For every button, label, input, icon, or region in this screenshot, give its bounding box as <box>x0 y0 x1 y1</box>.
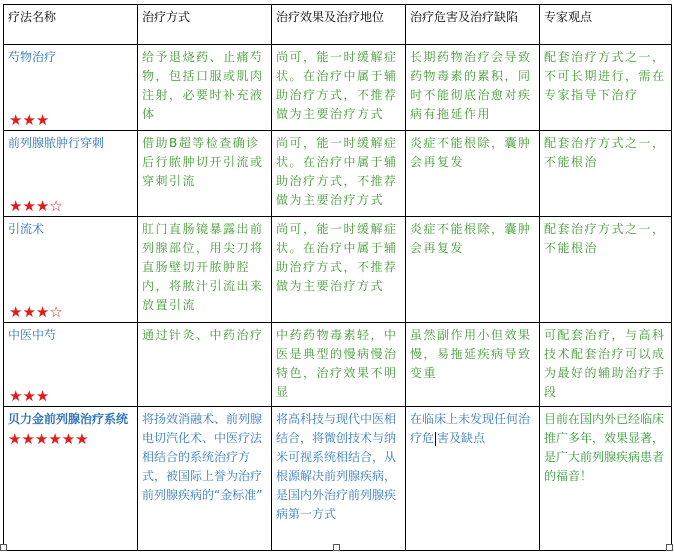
header-expert: 专家观点 <box>540 5 672 45</box>
method-cell: 通过针灸、中药治疗 <box>138 323 272 407</box>
rating-stars: ★★★☆ <box>9 197 63 215</box>
method-cell: 肛门直肠镜暴露出前列腺部位，用尖刀将直肠壁切开脓肿腔内，将脓汁引流出来放置引流 <box>138 217 272 323</box>
effect-cell: 尚可，能一时缓解症状。在治疗中属于辅助治疗方式，不推荐做为主要治疗方式 <box>272 131 406 217</box>
resize-handle-center[interactable] <box>333 544 340 551</box>
harm-cell: 炎症不能根除，囊肿会再复发 <box>406 131 540 217</box>
header-effect: 治疗效果及治疗地位 <box>272 5 406 45</box>
harm-cell: 长期药物治疗会导致药物毒素的累积，同时不能彻底治愈对疾病有拖延作用 <box>406 45 540 131</box>
expert-cell: 配套治疗方式之一，不能根治 <box>540 131 672 217</box>
therapy-name-cell <box>4 217 138 323</box>
rating-stars: ★★★ <box>9 111 50 129</box>
rating-stars: ★★★☆ <box>9 303 63 321</box>
harm-text-end: 害及缺点 <box>437 431 486 445</box>
table-row <box>4 131 672 217</box>
expert-cell: 目前在国内外已经临床推广多年，效果显著，是广大前列腺疾病患者的福音！ <box>540 407 672 551</box>
rating-stars: ★★★★★★ <box>8 430 89 448</box>
therapy-name-cell <box>4 45 138 131</box>
table-row <box>4 217 672 323</box>
harm-cell: 炎症不能根除，囊肿会再复发 <box>406 217 540 323</box>
method-cell: 将扬效消融术、前列腺电切汽化术、中医疗法相结合的系统治疗方式，被国际上誉为治疗前列腺疾病的“金标准” <box>138 407 272 551</box>
header-harm: 治疗危害及治疗缺陷 <box>406 5 540 45</box>
therapy-name: 贝力金前列腺治疗系统 <box>8 412 129 426</box>
harm-cell: 虽然副作用小但效果慢，易拖延疾病导致变重 <box>406 323 540 407</box>
text-cursor <box>435 432 436 446</box>
effect-cell: 尚可，能一时缓解症状。在治疗中属于辅助治疗方式，不推荐做为主要治疗方式 <box>272 45 406 131</box>
featured-row <box>4 407 672 551</box>
therapy-name-cell <box>4 407 138 551</box>
effect-cell: 中药药物毒素轻，中医是典型的慢病慢治特色，治疗效果不明显 <box>272 323 406 407</box>
expert-cell: 配套治疗方式之一，不能根治 <box>540 217 672 323</box>
resize-handle-left[interactable] <box>0 544 7 551</box>
table-row <box>4 45 672 131</box>
therapy-name-cell <box>4 323 138 407</box>
therapy-name: 前列腺脓肿行穿刺 <box>8 136 105 150</box>
expert-cell: 可配套治疗，与高科技术配套治疗可以成为最好的辅助治疗手段 <box>540 323 672 407</box>
harm-cell[interactable] <box>406 407 540 551</box>
resize-handle-right[interactable] <box>666 544 673 551</box>
therapy-name-cell <box>4 131 138 217</box>
therapy-name: 中医中芍 <box>8 328 57 342</box>
method-cell: 借助B超等检查确诊后行脓肿切开引流或穿刺引流 <box>138 131 272 217</box>
header-name: 疗法名称 <box>4 5 138 45</box>
harm-text-start: 在临床上未发现任何治疗危 <box>410 412 531 445</box>
rating-stars: ★★★ <box>9 387 50 405</box>
method-cell: 给予退烧药、止痛芍物，包括口服或肌肉注射，必要时补充液体 <box>138 45 272 131</box>
header-row <box>4 5 672 45</box>
effect-cell: 将高科技与现代中医相结合，将微创技术与纳米可视系统相结合，从根源解决前列腺疾病，是国内外治疗前列腺疾病第一方式 <box>272 407 406 551</box>
effect-cell: 尚可，能一时缓解症状。在治疗中属于辅助治疗方式，不推荐做为主要治疗方式 <box>272 217 406 323</box>
expert-cell: 配套治疗方式之一，不可长期进行，需在专家指导下治疗 <box>540 45 672 131</box>
table-row <box>4 323 672 407</box>
comparison-table <box>3 4 672 551</box>
header-method: 治疗方式 <box>138 5 272 45</box>
therapy-name: 芍物治疗 <box>8 50 57 64</box>
therapy-name: 引流术 <box>8 222 45 236</box>
